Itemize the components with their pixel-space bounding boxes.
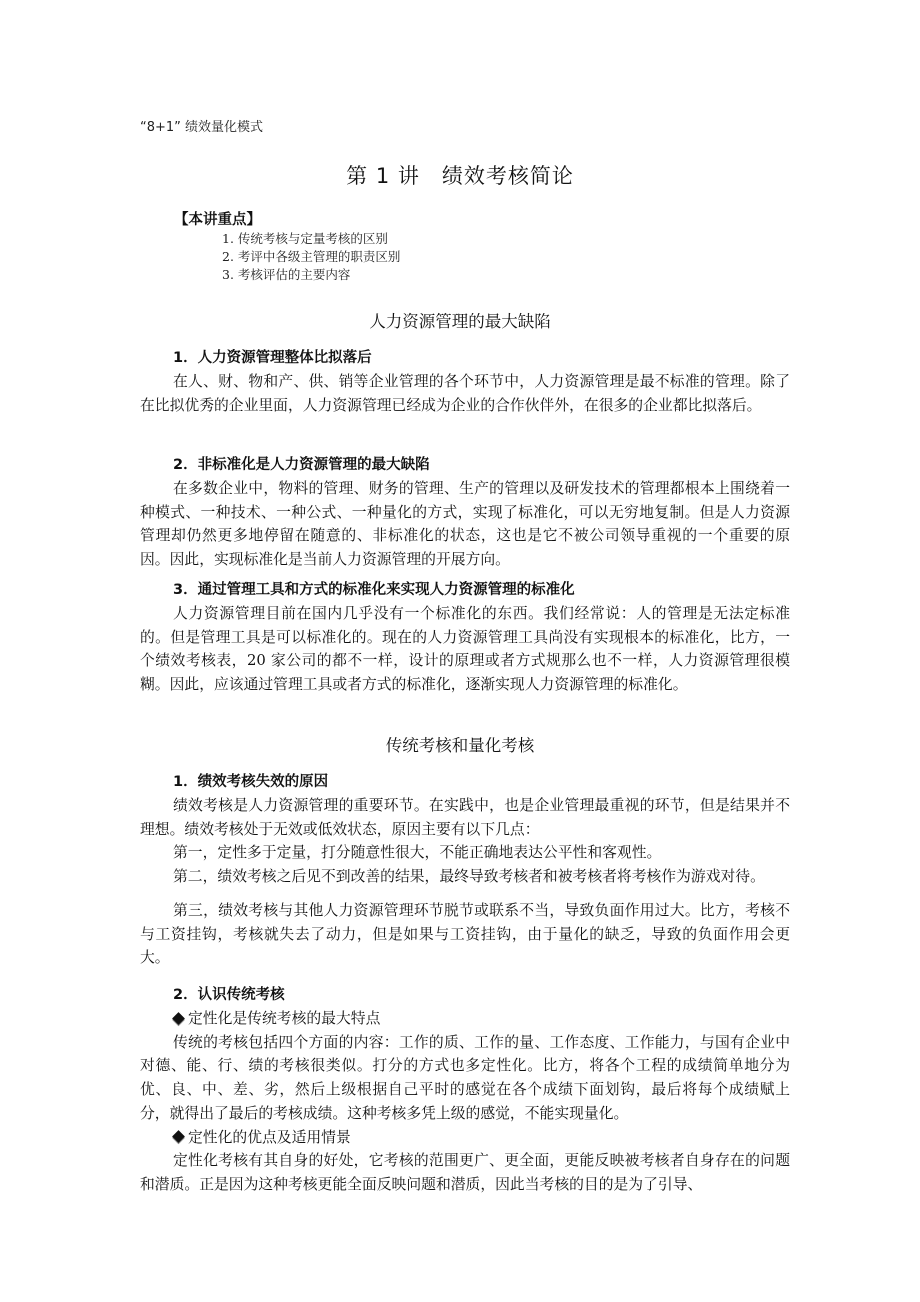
subsection-non-standard bbox=[140, 455, 790, 572]
bullet-text: 定性化是传统考核的最大特点 bbox=[188, 1010, 381, 1027]
subsection-hr-backward bbox=[140, 348, 790, 417]
header-note: “8+1” 绩效量化模式 bbox=[140, 120, 264, 135]
subsection-traditional-assessment bbox=[140, 985, 790, 1197]
lecture-title: 第 1 讲 绩效考核简论 bbox=[346, 164, 574, 188]
paragraph: 第三，绩效考核与其他人力资源管理环节脱节或联系不当，导致负面作用过大。比方，考核不与工资挂钩，考核就失去了动力，但是如果与工资挂钩，由于量化的缺乏，导致的负面作用会更大。 bbox=[140, 901, 790, 967]
subsection-heading: 1．绩效考核失效的原因 bbox=[173, 774, 329, 790]
subsection-tool-standardization bbox=[140, 580, 790, 697]
diamond-bullet-icon bbox=[173, 1131, 185, 1143]
paragraph: 第一，定性多于定量，打分随意性很大，不能正确地表达公平性和客观性。 bbox=[173, 844, 662, 862]
paragraph: 绩效考核是人力资源管理的重要环节。在实践中，也是企业管理最重视的环节，但是结果并不理想。绩效考核处于无效或低效状态，原因主要有以下几点： bbox=[140, 797, 790, 838]
bullet-item bbox=[173, 1007, 790, 1031]
key-point-item: 2. 考评中各级主管理的职责区别 bbox=[222, 249, 401, 264]
subsection-heading: 1．人力资源管理整体比拟落后 bbox=[173, 350, 372, 366]
diamond-bullet-icon bbox=[173, 1013, 185, 1025]
paragraph: 人力资源管理目前在国内几乎没有一个标准化的东西。我们经常说：人的管理是无法定标准的。但是管理工具是可以标准化的。现在的人力资源管理工具尚没有实现根本的标准化，比方，一个绩效考核表，20 家公司的都不一样，设计的原理或者方式规那么也不一样，人力资源管理很模糊。因此，应该通过管理工具或者方式的标准化，逐渐实现人力资源管理的标准化。 bbox=[140, 605, 790, 694]
subsection-failure-reasons bbox=[140, 772, 790, 970]
paragraph: 传统的考核包括四个方面的内容：工作的质、工作的量、工作态度、工作能力，与国有企业中对德、能、行、绩的考核很类似。打分的方式也多定性化。比方，将各个工程的成绩简单地分为优、良、中、差、劣，然后上级根据自己平时的感觉在各个成绩下面划钩，最后将每个成绩赋上分，就得出了最后的考核成绩。这种考核多凭上级的感觉，不能实现量化。 bbox=[140, 1033, 790, 1122]
section-title-hr-defects: 人力资源管理的最大缺陷 bbox=[369, 312, 551, 331]
bullet-text: 定性化的优点及适用情景 bbox=[188, 1128, 351, 1146]
bullet-item bbox=[173, 1126, 790, 1150]
paragraph: 定性化考核有其自身的好处，它考核的范围更广、更全面，更能反映被考核者自身存在的问题和潜质。正是因为这种考核更能全面反映问题和潜质，因此当考核的目的是为了引导、 bbox=[140, 1152, 790, 1193]
section-title-traditional-vs-quantified: 传统考核和量化考核 bbox=[385, 736, 535, 755]
key-points bbox=[174, 208, 400, 284]
paragraph: 在多数企业中，物料的管理、财务的管理、生产的管理以及研发技术的管理都根本上围绕着一种模式、一种技术、一种公式、一种量化的方式，实现了标准化，可以无穷地复制。但是人力资源管理却仍然更多地停留在随意的、非标准化的状态，这也是它不被公司领导重视的一个重要的原因。因此，实现标准化是当前人力资源管理的开展方向。 bbox=[140, 480, 790, 569]
key-points-heading: 【本讲重点】 bbox=[174, 212, 261, 228]
key-point-item: 1. 传统考核与定量考核的区别 bbox=[222, 231, 388, 246]
subsection-heading: 3．通过管理工具和方式的标准化来实现人力资源管理的标准化 bbox=[173, 582, 575, 598]
paragraph: 在人、财、物和产、供、销等企业管理的各个环节中，人力资源管理是最不标准的管理。除了在比拟优秀的企业里面，人力资源管理已经成为企业的合作伙伴外，在很多的企业都比拟落后。 bbox=[140, 373, 790, 414]
paragraph: 第二，绩效考核之后见不到改善的结果，最终导致考核者和被考核者将考核作为游戏对待。 bbox=[173, 868, 765, 886]
subsection-heading: 2．非标准化是人力资源管理的最大缺陷 bbox=[173, 457, 430, 473]
subsection-heading: 2．认识传统考核 bbox=[173, 987, 285, 1003]
key-point-item: 3. 考核评估的主要内容 bbox=[222, 267, 351, 282]
